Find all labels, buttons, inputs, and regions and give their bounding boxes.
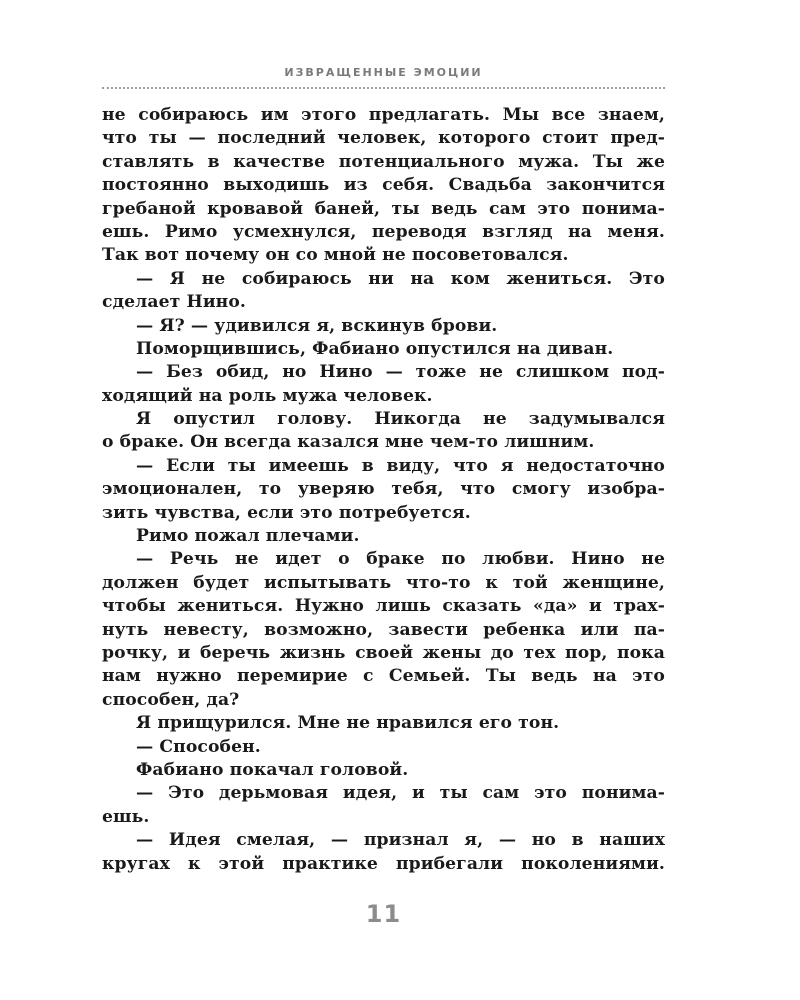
text-line: нуть невесту, возможно, завести ребенка или па- bbox=[102, 619, 665, 640]
text-line: — Я не собираюсь ни на ком жениться. Это bbox=[136, 268, 665, 289]
text-line: ставлять в качестве потенциального мужа. Ты же bbox=[102, 151, 665, 172]
text-line: — Я? — удивился я, вскинув брови. bbox=[136, 315, 498, 336]
text-line: — Без обид, но Нино — тоже не слишком под- bbox=[136, 362, 665, 383]
text-line: кругах к этой практике прибегали поколениями. bbox=[102, 853, 665, 874]
page-body bbox=[102, 104, 665, 876]
text-line: — Речь не идет о браке по любви. Нино не bbox=[136, 549, 665, 570]
text-line: — Идея смелая, — признал я, — но в наших bbox=[136, 830, 665, 851]
text-line: рочку, и беречь жизнь своей жены до тех пор, пока bbox=[102, 642, 665, 663]
page-number: 11 bbox=[365, 900, 402, 928]
text-line: ходящий на роль мужа человек. bbox=[102, 385, 433, 406]
text-line: должен будет испытывать что-то к той женщине, bbox=[102, 572, 665, 593]
text-line: Я опустил голову. Никогда не задумывался bbox=[136, 409, 665, 430]
text-line: — Способен. bbox=[136, 736, 261, 757]
text-line: постоянно выходишь из себя. Свадьба закончится bbox=[102, 175, 665, 196]
text-line: ешь. bbox=[102, 806, 150, 827]
text-line: сделает Нино. bbox=[102, 292, 246, 313]
running-header: ИЗВРАЩЕННЫЕ ЭМОЦИИ bbox=[284, 66, 483, 79]
text-line: не собираюсь им этого предлагать. Мы все знаем, bbox=[102, 105, 665, 125]
text-line: гребаной кровавой баней, ты ведь сам это понима- bbox=[102, 198, 665, 219]
text-line: о браке. Он всегда казался мне чем-то лишним. bbox=[102, 432, 595, 453]
text-line: что ты — последний человек, которого стоит пред- bbox=[102, 128, 665, 149]
text-line: зить чувства, если это потребуется. bbox=[102, 502, 471, 523]
text-line: эмоционален, то уверяю тебя, что смогу изобра- bbox=[102, 479, 665, 500]
text-line: способен, да? bbox=[102, 689, 240, 710]
text-line: ешь. Римо усмехнулся, переводя взгляд на меня. bbox=[102, 221, 665, 242]
text-line: Фабиано покачал головой. bbox=[136, 759, 409, 780]
text-line: Поморщившись, Фабиано опустился на диван. bbox=[136, 338, 614, 359]
text-line: Римо пожал плечами. bbox=[136, 526, 360, 547]
text-line: — Если ты имеешь в виду, что я недостаточно bbox=[136, 455, 665, 476]
text-line: чтобы жениться. Нужно лишь сказать «да» и трах- bbox=[102, 596, 665, 617]
text-line: — Это дерьмовая идея, и ты сам это понима- bbox=[136, 783, 665, 804]
header-divider bbox=[102, 87, 665, 89]
text-line: Так вот почему он со мной не посоветовался. bbox=[102, 245, 569, 266]
text-line: Я прищурился. Мне не нравился его тон. bbox=[136, 713, 560, 734]
text-line: нам нужно перемирие с Семьей. Ты ведь на это bbox=[102, 666, 665, 687]
